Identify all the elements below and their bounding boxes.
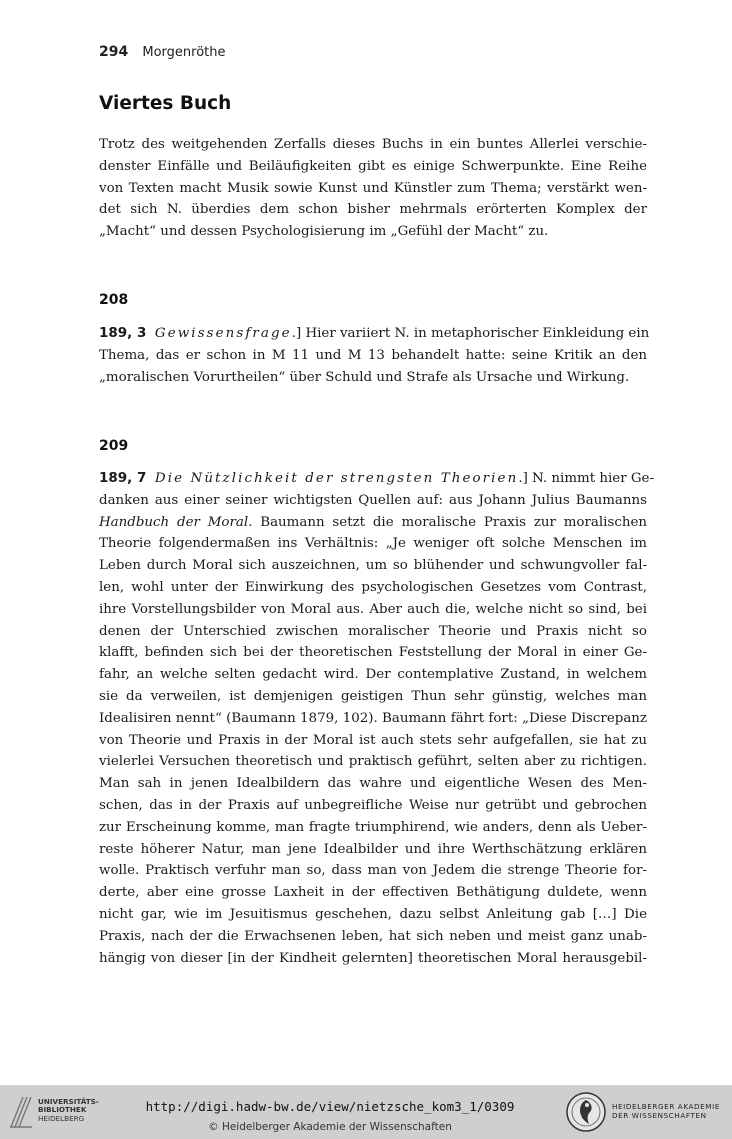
intro-paragraph xyxy=(99,134,647,243)
entry-first-line xyxy=(99,468,654,490)
text-line: von Theorie und Praxis in der Moral ist auch stets sehr aufgefallen, sie hat zu xyxy=(99,732,647,748)
text-line: denen der Unterschied zwischen moralischer Theorie und Praxis nicht so xyxy=(99,623,647,639)
text-line: det sich N. überdies dem schon bisher mehrmals erörterten Komplex der xyxy=(99,202,647,218)
lemma: Die Nützlichkeit der strengsten Theorien xyxy=(154,471,519,486)
text-line: klafft, befinden sich bei der theoretischen Feststellung der Moral in einer Ge- xyxy=(99,645,647,661)
source-url-link[interactable]: http://digi.hadw-bw.de/view/nietzsche_kom3_1/0309 xyxy=(145,1099,515,1114)
text-line: danken aus einer seiner wichtigsten Quellen auf: aus Johann Julius Baumanns xyxy=(99,492,647,508)
text-run: . Baumann setzt die moralische Praxis zur moralischen xyxy=(248,514,647,530)
text-line: reste höherer Natur, man jene Idealbilder und ihre Werthschätzung erklären xyxy=(99,841,647,857)
running-title: Morgenröthe xyxy=(142,45,226,60)
copyright-notice: © Heidelberger Akademie der Wissenschaften xyxy=(208,1121,452,1133)
text-line: zur Erscheinung komme, man fragte triumphirend, wie anders, denn als Ueber- xyxy=(99,819,647,835)
ub-label-line: BIBLIOTHEK xyxy=(38,1105,87,1115)
hadw-label-line: DER WISSENSCHAFTEN xyxy=(612,1111,707,1120)
entry-208-paragraph xyxy=(99,323,650,388)
text-run: .] Hier variiert N. in metaphorischer Einkleidung ein xyxy=(291,326,650,341)
text-line xyxy=(99,512,647,534)
text-line: nicht gar, wie im Jesuitismus geschehen, dazu selbst Anleitung gab […] Die xyxy=(99,906,647,922)
text-line: hängig von dieser [in der Kindheit gelernten] theoretischen Moral herausgebil- xyxy=(99,950,647,966)
section-title: Viertes Buch xyxy=(99,93,232,114)
text-line: „moralischen Vorurtheilen“ über Schuld und Strafe als Ursache und Wirkung. xyxy=(99,369,630,385)
text-line: fahr, an welche selten gedacht wird. Der contemplative Zustand, in welchem xyxy=(99,667,647,683)
text-line: sie da verweilen, ist demjenigen geistigen Thun sehr günstig, welches man xyxy=(99,688,647,704)
text-line: Leben durch Moral sich auszeichnen, um so blühender und schwungvoller fal- xyxy=(99,558,647,574)
entry-209-paragraph xyxy=(99,468,654,969)
text-line: len, wohl unter der Einwirkung des psychologischen Gesetzes vom Contrast, xyxy=(99,579,647,595)
entry-first-line xyxy=(99,323,650,345)
text-run: .] N. nimmt hier Ge- xyxy=(518,471,654,486)
text-line: denster Einfälle und Beiläufigkeiten gibt es einige Schwerpunkte. Eine Reihe xyxy=(99,158,647,174)
text-line: schen, das in der Praxis auf unbegreifliche Weise nur getrübt und gebrochen xyxy=(99,797,647,813)
ub-label-line: UNIVERSITÄTS- xyxy=(38,1097,99,1106)
text-line: ihre Vorstellungsbilder von Moral aus. Aber auch die, welche nicht so sind, bei xyxy=(99,601,647,617)
hadw-label xyxy=(612,1102,720,1120)
text-line: Theorie folgendermaßen ins Verhältnis: „Je weniger oft solche Menschen im xyxy=(99,536,647,552)
ub-label-line: HEIDELBERG xyxy=(38,1113,85,1123)
text-line: vielerlei Versuchen theoretisch und praktisch geführt, selten aber zu richtigen. xyxy=(99,754,647,770)
line-reference: 189, 3 xyxy=(99,325,147,341)
text-line: Trotz des weitgehenden Zerfalls dieses Buchs in ein buntes Allerlei verschie- xyxy=(99,137,647,152)
hadw-label-line: HEIDELBERGER AKADEMIE xyxy=(612,1102,720,1111)
book-title: Handbuch der Moral xyxy=(99,514,249,530)
lemma: Gewissensfrage xyxy=(154,326,292,341)
entry-number-208: 208 xyxy=(99,292,129,308)
text-line: derte, aber eine grosse Laxheit in der effectiven Bethätigung duldete, wenn xyxy=(99,885,647,901)
page-number: 294 xyxy=(99,44,129,60)
text-line: Praxis, nach der die Erwachsenen leben, hat sich neben und meist ganz unab- xyxy=(99,928,647,944)
text-line: „Macht“ und dessen Psychologisierung im „Gefühl der Macht“ zu. xyxy=(99,224,549,240)
hadw-seal-icon xyxy=(565,1091,607,1137)
text-line: Man sah in jenen Idealbildern das wahre und eigentliche Wesen des Men- xyxy=(99,776,647,792)
text-line: wolle. Praktisch verfuhr man so, dass man von Jedem die strenge Theorie for- xyxy=(99,863,647,879)
line-reference: 189, 7 xyxy=(99,470,147,486)
text-line: von Texten macht Musik sowie Kunst und Künstler zum Thema; verstärkt wen- xyxy=(99,180,647,196)
footer-bar xyxy=(0,1085,732,1139)
running-head xyxy=(99,44,226,60)
entry-number-209: 209 xyxy=(99,438,129,454)
text-line: Idealisiren nennt“ (Baumann 1879, 102). Baumann fährt fort: „Diese Discrepanz xyxy=(99,710,647,726)
text-line: Thema, das er schon in M 11 und M 13 behandelt hatte: seine Kritik an den xyxy=(99,347,647,363)
